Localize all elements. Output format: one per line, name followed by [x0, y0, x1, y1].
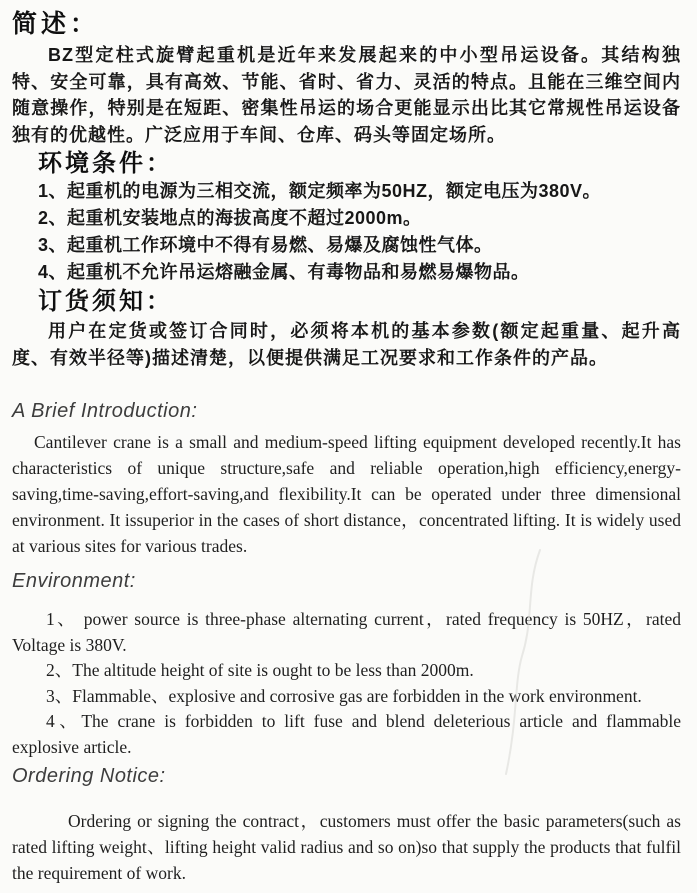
- en-ordering-paragraph: Ordering or signing the contract，customers must offer the basic parameters(such as rated lifting weight、lifting height valid radius and so on)so that supply the products that fulfil the requirement of work.: [12, 811, 681, 883]
- en-environment-item-4: 4、The crane is forbidden to lift fuse and blend deleterious article and flammable explosive article.: [12, 711, 681, 757]
- en-environment-heading: Environment:: [12, 570, 136, 592]
- section-brief-en: [12, 399, 681, 559]
- section-ordering-en: [12, 764, 681, 886]
- en-ordering-heading: Ordering Notice:: [12, 765, 166, 787]
- cn-brief-paragraph: BZ型定柱式旋臂起重机是近年来发展起来的中小型吊运设备。其结构独特、安全可靠，具有高效、节能、省时、省力、灵活的特点。且能在三维空间内随意操作，特别是在短距、密集性吊运的场合更能显示出比其它常规性吊运设备独有的优越性。广泛应用于车间、仓库、码头等固定场所。: [12, 45, 681, 145]
- section-environment-cn: [12, 150, 681, 286]
- cn-environment-heading: 环境条件：: [38, 150, 173, 177]
- cn-environment-item-2: 2、起重机安装地点的海拔高度不超过2000m。: [38, 208, 422, 228]
- en-brief-paragraph: Cantilever crane is a small and medium-speed lifting equipment developed recently.It has characteristics of unique structure,safe and reliable operation,high efficiency,energy-saving,time-saving,effort-saving,and flexibility.It can be operated under three dimensional environment. It issuperior in the cases of short distance，concentrated lifting. It is widely used at various sites for various trades.: [12, 432, 681, 556]
- en-environment-item-1: 1、 power source is three-phase alternating current，rated frequency is 50HZ，rated Voltage is 380V.: [12, 609, 681, 655]
- cn-environment-item-3: 3、起重机工作环境中不得有易燃、易爆及腐蚀性气体。: [38, 235, 493, 255]
- section-environment-en: [12, 569, 681, 760]
- cn-environment-item-4: 4、起重机不允许吊运熔融金属、有毒物品和易燃易爆物品。: [38, 262, 530, 282]
- cn-ordering-heading: 订货须知：: [38, 288, 173, 315]
- cn-environment-item-1: 1、起重机的电源为三相交流，额定频率为50HZ，额定电压为380V。: [38, 181, 602, 201]
- section-brief-cn: [12, 8, 681, 148]
- en-brief-heading: A Brief Introduction:: [12, 400, 198, 422]
- cn-ordering-paragraph: 用户在定货或签订合同时，必须将本机的基本参数(额定起重量、起升高度、有效半径等)描述清楚，以便提供满足工况要求和工作条件的产品。: [12, 321, 681, 368]
- en-environment-item-2: 2、The altitude height of site is ought to be less than 2000m.: [46, 660, 474, 680]
- cn-brief-heading: 简述：: [12, 10, 100, 38]
- en-environment-item-3: 3、Flammable、explosive and corrosive gas are forbidden in the work environment.: [46, 685, 642, 706]
- section-ordering-cn: [12, 288, 681, 371]
